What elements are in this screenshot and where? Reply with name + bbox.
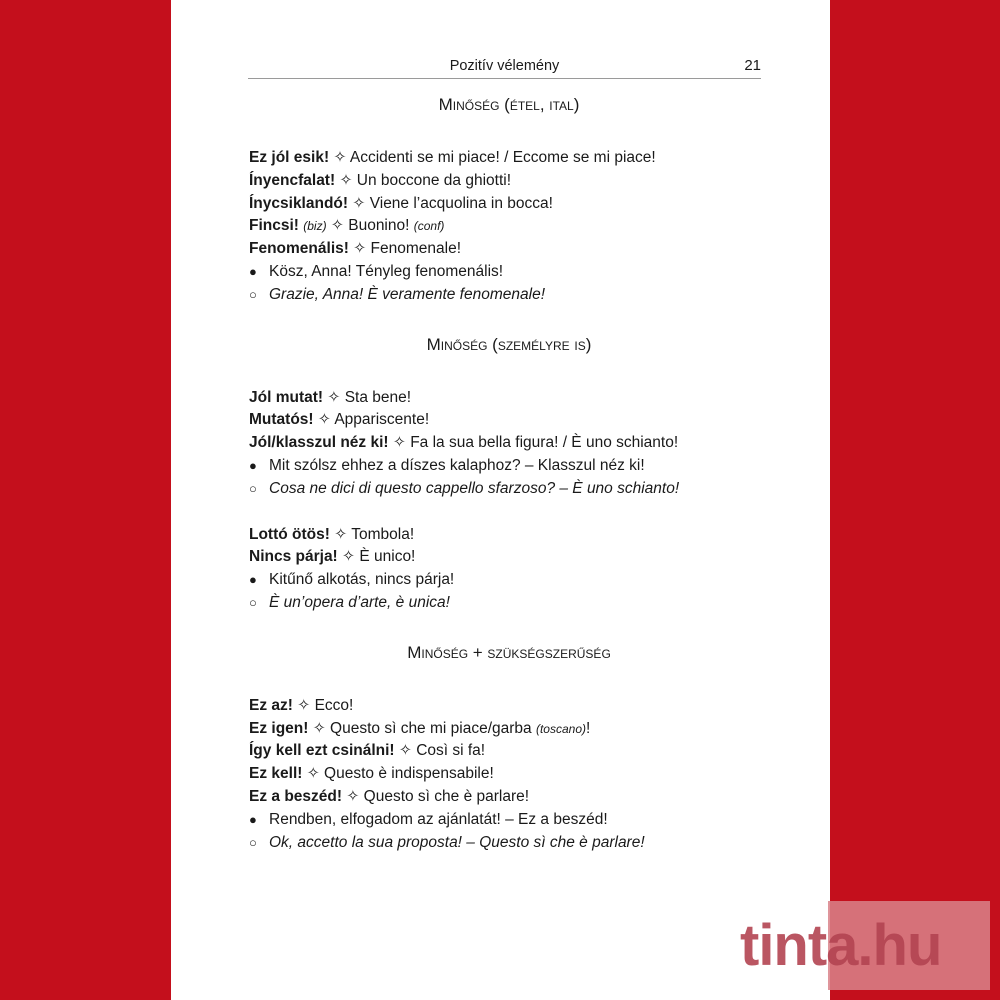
section-title: Minőség (személyre is) (426, 334, 592, 354)
filled-bullet-icon: ● (249, 572, 257, 588)
phrase-line (249, 740, 769, 763)
diamond-icon: ✧ (352, 194, 366, 212)
diamond-icon: ✧ (398, 742, 412, 760)
filled-bullet-icon: ● (249, 263, 257, 279)
open-bullet-icon: ○ (249, 834, 257, 850)
phrase-line (249, 695, 769, 718)
phrase-line (249, 238, 769, 261)
book-page (171, 0, 830, 1000)
italian-phrase: Fa la sua bella figura! / È uno schianto! (410, 434, 679, 452)
register-note: (biz) (303, 219, 327, 234)
italian-phrase: Fenomenale! (370, 240, 462, 258)
diamond-icon: ✧ (333, 149, 347, 166)
phrase-line (249, 524, 769, 547)
hungarian-phrase: Ez a beszéd! (249, 787, 343, 805)
italian-phrase: Tombola! (351, 525, 415, 543)
phrase-line (249, 170, 769, 193)
hungarian-phrase: Ez jól esik! (249, 149, 330, 166)
example-text: Ok, accetto la sua proposta! – Questo sì che è parlare! (269, 833, 645, 851)
open-bullet-icon: ○ (249, 594, 257, 610)
example-hungarian (249, 809, 769, 832)
italian-phrase: Questo sì che è parlare! (363, 787, 530, 805)
phrase-line (249, 387, 769, 410)
example-text: Mit szólsz ehhez a díszes kalaphoz? – Klasszul néz ki! (269, 456, 645, 474)
example-italian (249, 832, 769, 855)
hungarian-phrase: Ez kell! (249, 765, 303, 783)
hungarian-phrase: Így kell ezt csinálni! (249, 742, 395, 760)
italian-phrase: È unico! (359, 548, 416, 566)
italian-phrase: Ecco! (314, 696, 354, 714)
phrase-line (249, 432, 769, 455)
phrase-line (249, 786, 769, 809)
diamond-icon: ✧ (297, 696, 311, 714)
diamond-icon: ✧ (392, 434, 406, 452)
diamond-icon: ✧ (330, 217, 344, 235)
phrase-line (249, 718, 769, 741)
filled-bullet-icon: ● (249, 457, 257, 473)
running-title: Pozitív vélemény (449, 58, 560, 74)
hungarian-phrase: Ínyencfalat! (249, 171, 336, 189)
punctuation: ! (586, 719, 591, 737)
phrase-line (249, 409, 769, 432)
italian-phrase: Così si fa! (416, 742, 486, 760)
hungarian-phrase: Nincs párja! (249, 548, 338, 566)
italian-phrase: Questo sì che mi piace/garba (330, 719, 532, 737)
hungarian-phrase: Ez az! (249, 696, 293, 714)
example-text: È un’opera d’arte, è unica! (269, 593, 450, 611)
diamond-icon: ✧ (312, 719, 326, 737)
hungarian-phrase: Mutatós! (249, 411, 314, 429)
example-text: Cosa ne dici di questo cappello sfarzoso? – È uno schianto! (269, 479, 680, 497)
italian-phrase: Sta bene! (344, 388, 412, 406)
diamond-icon: ✧ (327, 388, 341, 406)
watermark-logo: tinta.hu (740, 913, 942, 978)
hungarian-phrase: Jól mutat! (249, 388, 324, 406)
hungarian-phrase: Lottó ötös! (249, 525, 330, 543)
phrase-line (249, 193, 769, 216)
phrase-line (249, 215, 769, 238)
example-hungarian (249, 261, 769, 284)
filled-bullet-icon: ● (249, 811, 257, 827)
example-italian (249, 284, 769, 307)
example-text: Rendben, elfogadom az ajánlatát! – Ez a beszéd! (269, 810, 608, 828)
hungarian-phrase: Ez igen! (249, 719, 309, 737)
diamond-icon: ✧ (306, 765, 320, 783)
diamond-icon: ✧ (317, 411, 331, 429)
phrase-line (249, 763, 769, 786)
example-hungarian (249, 569, 769, 592)
italian-phrase: Buonino! (348, 217, 410, 235)
example-italian (249, 478, 769, 501)
hungarian-phrase: Jól/klasszul néz ki! (249, 434, 389, 452)
hungarian-phrase: Ínycsiklandó! (249, 194, 349, 212)
italian-phrase: Appariscente! (334, 411, 430, 429)
phrase-line (249, 546, 769, 569)
diamond-icon: ✧ (339, 171, 353, 189)
section-title: Minőség (étel, ital) (438, 95, 580, 114)
italian-phrase: Un boccone da ghiotti! (356, 171, 512, 189)
hungarian-phrase: Fincsi! (249, 217, 299, 235)
section-title: Minőség + szükségszerűség (407, 642, 611, 662)
example-italian (249, 592, 769, 615)
open-bullet-icon: ○ (249, 480, 257, 496)
italian-phrase: Questo è indispensabile! (324, 765, 494, 783)
diamond-icon: ✧ (346, 787, 360, 805)
running-head (248, 56, 761, 79)
phrase-line (249, 147, 769, 170)
example-text: Kösz, Anna! Tényleg fenomenális! (269, 262, 504, 280)
hungarian-phrase: Fenomenális! (249, 240, 349, 258)
diamond-icon: ✧ (342, 548, 356, 566)
example-text: Kitűnő alkotás, nincs párja! (269, 571, 455, 589)
example-hungarian (249, 455, 769, 478)
register-note: (toscano) (535, 721, 586, 736)
page-content (249, 90, 769, 854)
diamond-icon: ✧ (353, 240, 367, 258)
open-bullet-icon: ○ (249, 286, 257, 302)
example-text: Grazie, Anna! È veramente fenomenale! (269, 285, 545, 303)
italian-phrase: Accidenti se mi piace! / Eccome se mi piace! (349, 149, 656, 166)
register-note: (conf) (413, 219, 445, 234)
italian-phrase: Viene l’acquolina in bocca! (369, 194, 553, 212)
diamond-icon: ✧ (334, 525, 348, 543)
page-number: 21 (744, 57, 761, 74)
